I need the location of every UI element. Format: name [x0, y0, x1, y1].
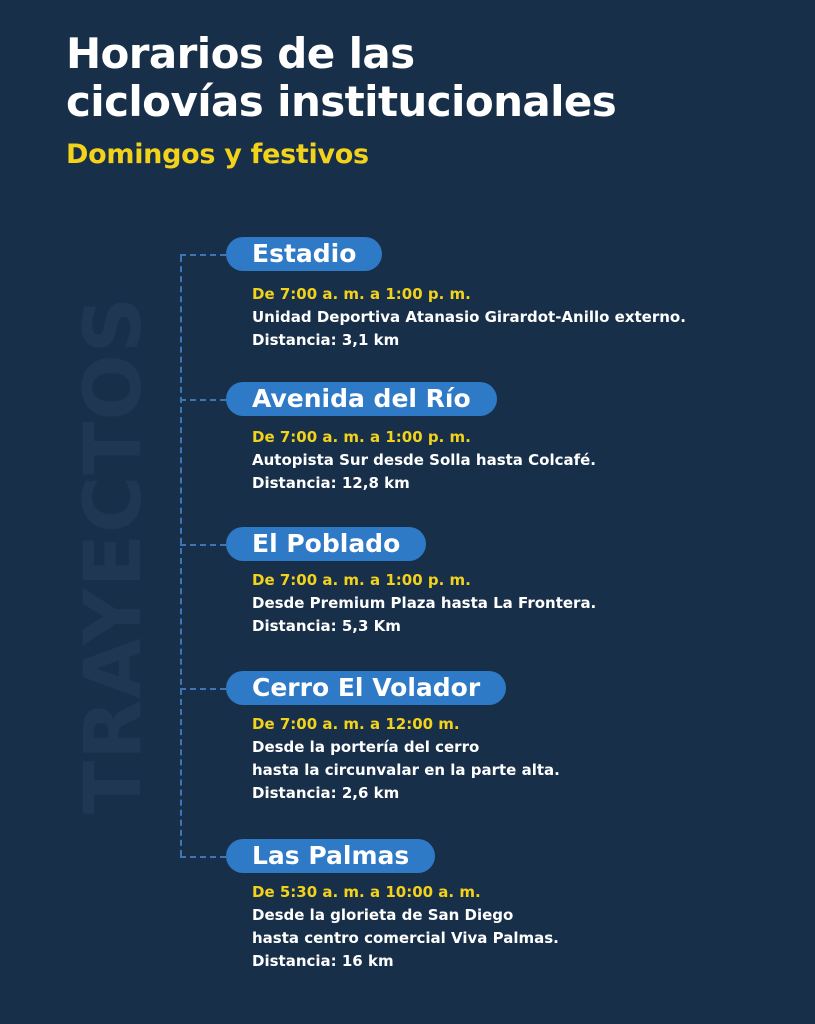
route-details	[252, 283, 686, 352]
route-distance: Distancia: 12,8 km	[252, 474, 410, 492]
route-name-pill: Avenida del Río	[226, 382, 497, 416]
timeline-connector	[180, 256, 182, 856]
route-description: Autopista Sur desde Solla hasta Colcafé.	[252, 451, 597, 469]
route-description: Unidad Deportiva Atanasio Girardot-Anillo externo.	[252, 308, 686, 326]
page-subtitle: Domingos y festivos	[66, 139, 369, 170]
route-schedule: De 7:00 a. m. a 1:00 p. m.	[252, 285, 471, 303]
route-description-line-2: hasta centro comercial Viva Palmas.	[252, 929, 559, 947]
route-description-line-1: Desde la portería del cerro	[252, 738, 480, 756]
route-schedule: De 7:00 a. m. a 12:00 m.	[252, 715, 460, 733]
route-branch-connector	[180, 399, 226, 401]
title-line-2: ciclovías institucionales	[66, 77, 617, 126]
route-schedule: De 5:30 a. m. a 10:00 a. m.	[252, 883, 481, 901]
route-name-pill: Las Palmas	[226, 839, 435, 873]
route-schedule: De 7:00 a. m. a 1:00 p. m.	[252, 571, 471, 589]
route-branch-connector	[180, 544, 226, 546]
route-distance: Distancia: 16 km	[252, 952, 394, 970]
route-name-pill: Cerro El Volador	[226, 671, 506, 705]
route-description-line-1: Desde la glorieta de San Diego	[252, 906, 514, 924]
route-name-pill: Estadio	[226, 237, 382, 271]
route-branch-connector	[180, 254, 226, 256]
route-description: Desde Premium Plaza hasta La Frontera.	[252, 594, 597, 612]
route-branch-connector	[180, 856, 226, 858]
title-line-1: Horarios de las	[66, 29, 415, 78]
trayectos-side-label: TRAYECTOS	[69, 296, 159, 814]
route-distance: Distancia: 5,3 Km	[252, 617, 401, 635]
route-details	[252, 881, 559, 973]
route-distance: Distancia: 3,1 km	[252, 331, 400, 349]
route-distance: Distancia: 2,6 km	[252, 784, 400, 802]
route-branch-connector	[180, 688, 226, 690]
route-details	[252, 426, 596, 495]
route-name-pill: El Poblado	[226, 527, 426, 561]
route-details	[252, 713, 560, 805]
route-details	[252, 569, 596, 638]
route-description-line-2: hasta la circunvalar en la parte alta.	[252, 761, 560, 779]
page-title	[66, 30, 616, 126]
route-schedule: De 7:00 a. m. a 1:00 p. m.	[252, 428, 471, 446]
